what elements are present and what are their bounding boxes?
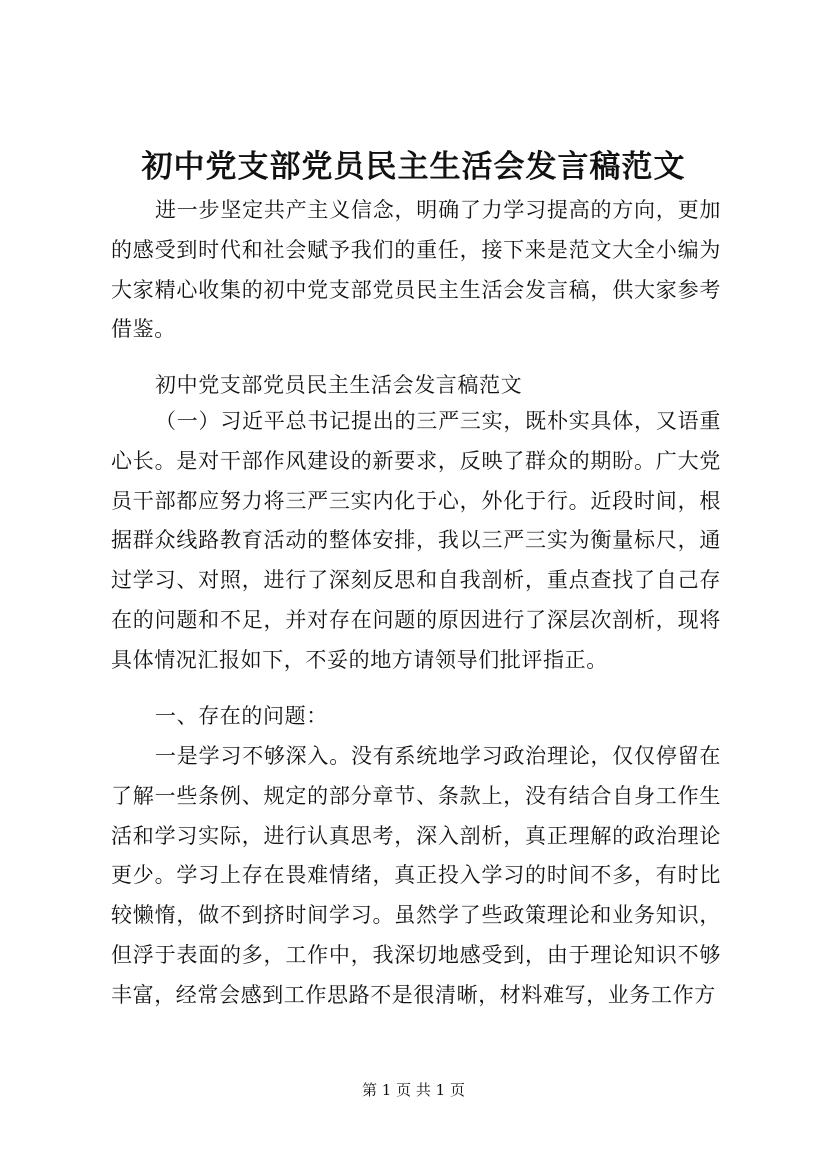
page-footer: 第 1 页 共 1 页 — [362, 1081, 465, 1099]
section-one-paragraph: （一）习近平总书记提出的三严三实，既朴实具体，又语重心长。是对干部作风建设的新要求，反映了群众的期盼。广大党员干部都应努力将三严三实内化于心，外化于行。近段时间，根据群众线路教育活动的整体安排，我以三严三实为衡量标尺，通过学习、对照，进行了深刻反思和自我剖析，重点查找了自己存在的问题和不足，并对存在问题的原因进行了深层次剖析，现将具体情况汇报如下，不妥的地方请领导们批评指正。 — [111, 409, 721, 672]
intro-paragraph: 进一步坚定共产主义信念，明确了力学习提高的方向，更加的感受到时代和社会赋予我们的重任，接下来是范文大全小编为大家精心收集的初中党支部党员民主生活会发言稿，供大家参考借鉴。 — [111, 198, 721, 342]
document-title: 初中党支部党员民主生活会发言稿范文 — [141, 149, 686, 185]
problem-one-paragraph: 一是学习不够深入。没有系统地学习政治理论，仅仅停留在了解一些条例、规定的部分章节、条款上，没有结合自身工作生活和学习实际，进行认真思考，深入剖析，真正理解的政治理论更少。学习上存在畏难情绪，真正投入学习的时间不多，有时比较懒惰，做不到挤时间学习。虽然学了些政策理论和业务知识，但浮于表面的多，工作中，我深切地感受到，由于理论知识不够丰富，经常会感到工作思路不是很清晰，材料难写，业务工作方 — [111, 744, 721, 1007]
subtitle-paragraph: 初中党支部党员民主生活会发言稿范文 — [155, 373, 523, 397]
problems-heading: 一、存在的问题： — [155, 704, 328, 728]
